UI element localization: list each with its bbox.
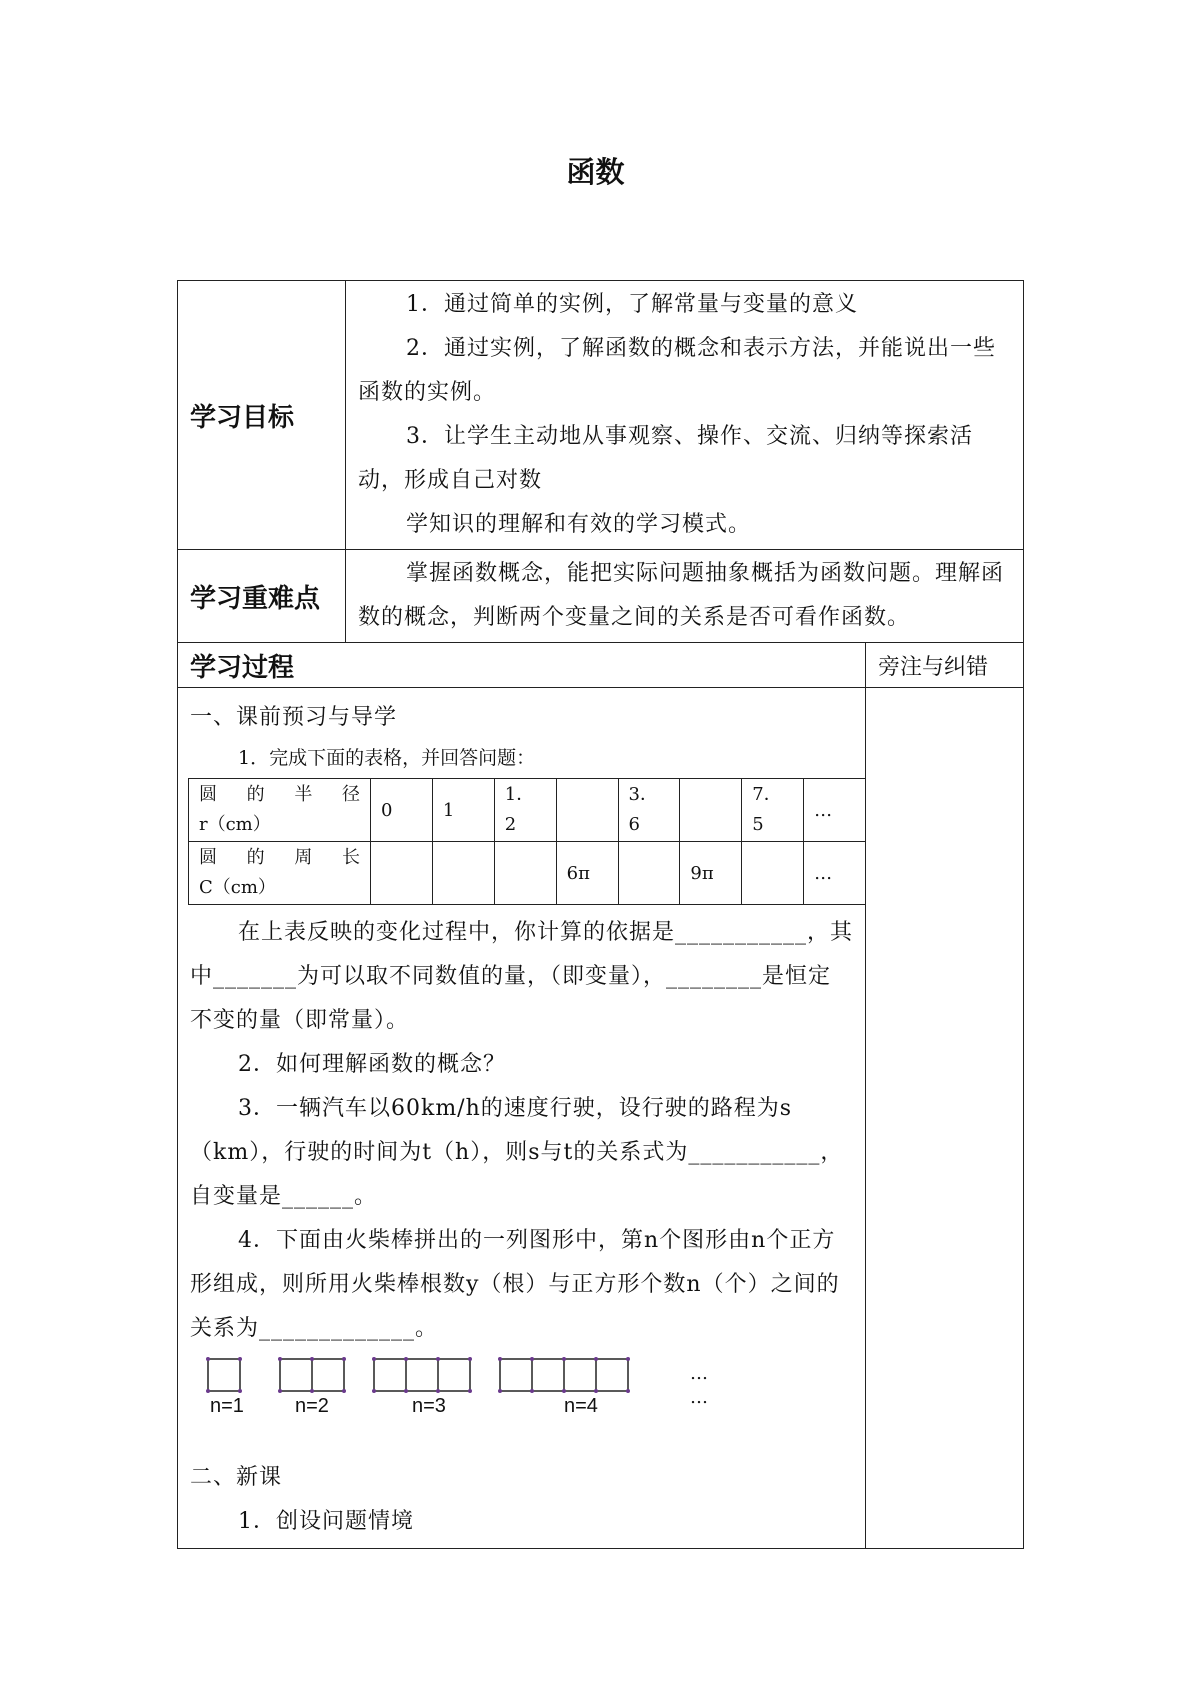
section-preview-heading: 一、课前预习与导学 <box>190 705 398 730</box>
figure-label-n2: n=2 <box>295 1395 329 1417</box>
radius-cell: … <box>804 779 866 842</box>
matchstick-joint <box>562 1357 566 1361</box>
goals-label: 学习目标 <box>178 281 346 550</box>
circumference-header-char: 长 <box>341 847 360 868</box>
matchstick-joint <box>530 1357 534 1361</box>
matchstick-joint <box>342 1357 346 1361</box>
circumference-unit: C（cm） <box>199 877 276 898</box>
circle-table <box>188 778 866 905</box>
radius-cell: 7．5 <box>742 779 804 842</box>
matchstick-joint <box>278 1357 282 1361</box>
radius-cell: 3．6 <box>618 779 680 842</box>
circumference-header-char: 周 <box>294 847 313 868</box>
matchstick-joint <box>436 1357 440 1361</box>
circumference-cell: 9π <box>680 842 742 905</box>
circumference-cell <box>494 842 556 905</box>
radius-header-char: 圆 <box>199 784 217 805</box>
goal-item-3: 3．让学生主动地从事观察、操作、交流、归纳等探索活动，形成自己对数 <box>358 424 973 493</box>
matchstick-joint <box>436 1389 440 1393</box>
matchstick-joint <box>404 1357 408 1361</box>
matchstick-joint <box>278 1389 282 1393</box>
difficulties-cell <box>346 550 1024 643</box>
circumference-cell: … <box>804 842 866 905</box>
matchstick-joint <box>372 1357 376 1361</box>
radius-cell: 0 <box>371 779 433 842</box>
matchstick-joint <box>342 1389 346 1393</box>
process-content <box>178 688 866 1549</box>
matchstick-joint <box>498 1357 502 1361</box>
table-row-circumference <box>189 842 866 905</box>
figure-dots-2: … <box>690 1387 709 1408</box>
process-label: 学习过程 <box>178 643 866 688</box>
question-4: 4．下面由火柴棒拼出的一列图形中，第n个图形由n个正方形组成，则所用火柴棒根数y（根）与正方形个数n（个）之间的关系为_____________。 <box>190 1228 840 1341</box>
question-1: 1．完成下面的表格，并回答问题： <box>238 747 536 769</box>
matchstick-joint <box>310 1357 314 1361</box>
matchstick-joint <box>626 1389 630 1393</box>
matchstick-joint <box>404 1389 408 1393</box>
side-notes-area <box>866 688 1024 1549</box>
goal-item-2: 2．通过实例，了解函数的概念和表示方法，并能说出一些函数的实例。 <box>358 336 996 405</box>
matchstick-square-group <box>374 1359 470 1391</box>
circumference-header-char: 的 <box>246 847 265 868</box>
radius-unit: r（cm） <box>199 814 271 835</box>
goals-cell <box>346 281 1024 550</box>
matchstick-joint <box>498 1389 502 1393</box>
page-title: 函数 <box>566 155 625 189</box>
matchstick-joint <box>468 1389 472 1393</box>
figure-label-n3: n=3 <box>412 1395 446 1417</box>
matchstick-figure-svg <box>198 1355 658 1399</box>
matchstick-joint <box>372 1389 376 1393</box>
circumference-cell: 6π <box>556 842 618 905</box>
figure-label-n4: n=4 <box>564 1395 598 1417</box>
matchstick-square-group <box>208 1359 240 1391</box>
section-new-heading: 二、新课 <box>190 1465 283 1490</box>
radius-header-char: 的 <box>246 784 265 805</box>
matchstick-joint <box>626 1357 630 1361</box>
goal-item-4: 学知识的理解和有效的学习模式。 <box>406 512 752 537</box>
circumference-cell <box>742 842 804 905</box>
table-row-radius <box>189 779 866 842</box>
matchstick-joint <box>206 1389 210 1393</box>
circumference-cell <box>432 842 494 905</box>
figure-label-n1: n=1 <box>210 1395 244 1417</box>
radius-header-char: 半 <box>294 784 313 805</box>
matchstick-joint <box>206 1357 210 1361</box>
circumference-header-char: 圆 <box>199 847 217 868</box>
circumference-cell <box>618 842 680 905</box>
matchstick-joint <box>530 1389 534 1393</box>
radius-cell <box>680 779 742 842</box>
matchstick-squares <box>206 1357 630 1393</box>
difficulties-label: 学习重难点 <box>178 550 346 643</box>
radius-cell: 1 <box>432 779 494 842</box>
circumference-cell <box>371 842 433 905</box>
radius-header-char: 径 <box>341 784 360 805</box>
radius-header <box>189 779 371 842</box>
question-3: 3．一辆汽车以60km/h的速度行驶，设行驶的路程为s（km），行驶的时间为t（h），则s与t的关系式为___________，自变量是______。 <box>190 1096 844 1209</box>
goal-item-1: 1．通过简单的实例，了解常量与变量的意义 <box>406 292 858 317</box>
paragraph-variables: 在上表反映的变化过程中，你计算的依据是___________，其中_______为可以取不同数值的量，（即变量），________是恒定不变的量（即常量）。 <box>190 920 854 1033</box>
matchstick-joint <box>594 1389 598 1393</box>
radius-cell: 1．2 <box>494 779 556 842</box>
question-2: 2．如何理解函数的概念？ <box>238 1052 506 1077</box>
difficulties-text: 掌握函数概念，能把实际问题抽象概括为函数问题。理解函数的概念，判断两个变量之间的关系是否可看作函数。 <box>358 561 1005 630</box>
matchstick-figures <box>190 1351 853 1456</box>
matchstick-joint <box>310 1389 314 1393</box>
matchstick-joint <box>562 1389 566 1393</box>
radius-cell <box>556 779 618 842</box>
new-lesson-item-1: 1．创设问题情境 <box>238 1509 414 1534</box>
side-notes-label: 旁注与纠错 <box>866 643 1024 688</box>
lesson-table <box>177 280 1024 1549</box>
figure-dots-1: … <box>690 1363 709 1384</box>
matchstick-joint <box>594 1357 598 1361</box>
circumference-header <box>189 842 371 905</box>
matchstick-joint <box>468 1357 472 1361</box>
matchstick-joint <box>238 1389 242 1393</box>
matchstick-joint <box>238 1357 242 1361</box>
